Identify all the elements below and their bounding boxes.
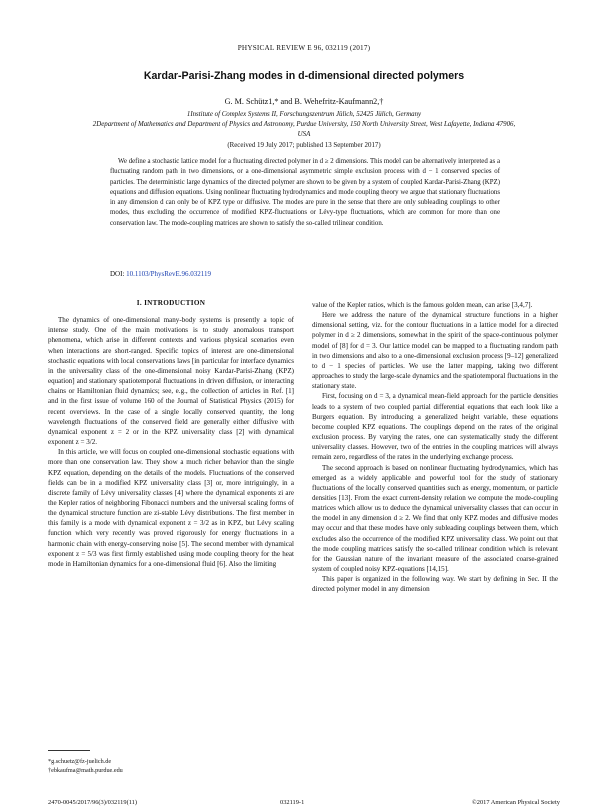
affiliation-1: 1Institute of Complex Systems II, Forschungszentrum Jülich, 52425 Jülich, Germany	[186, 111, 422, 118]
doi-label: DOI:	[110, 270, 125, 278]
paragraph: Here we address the nature of the dynamical structure functions in a higher dimensional setting, viz. for the contour fluctuations in a lattice model for a directed polymer in d ≥ 2 dimensions, somewhat in the spirit of the space-continuous polymer model of [8] for d = 3. Our lattice model can be mapped to a fluctuating random path in two dimensions and also to a one-dimensional exclusion process [9–12] generalized to d − 1 species of particles. We use the latter mapping, taking two different approaches to study the large-scale dynamics and the spatiotemporal fluctuations in the stationary state.	[312, 311, 558, 391]
paragraph: The dynamics of one-dimensional many-body systems is presently a topic of intense study. One of the main motivations is to study anomalous transport phenomena, which arise in different contexts and various physical scenarios even when interactions are short-ranged. Specific topics of interest are one-dimensional stochastic equations with local conservations laws [in particular for interface dynamics in the universality class of the one-dimensional noisy Kardar-Parisi-Zhang (KPZ) equation] and stationary spatiotemporal fluctuations in driven diffusion, or interacting chains or Hamiltonian fluid dynamics; see, e.g., the collection of articles in Ref. [1] and in the first issue of volume 160 of the Journal of Statistical Physics (2015) for recent overviews. In the case of a single locally conserved quantity, the long wavelength fluctuations of the conserved field are generally either diffusive with dynamical exponent z = 2 or in the KPZ universality class [2] with dynamical exponent z = 3/2.	[48, 316, 294, 447]
paragraph: value of the Kepler ratios, which is the famous golden mean, can arise [3,4,7].	[312, 301, 533, 309]
affiliations	[90, 110, 518, 151]
left-column	[48, 298, 294, 569]
paragraph: The second approach is based on nonlinear fluctuating hydrodynamics, which has emerged as a widely applicable and powerful tool for the study of stationary fluctuations of the locally conserved quantities such as energy, momentum, or particle densities [13]. From the exact current-density relation we compute the mode-coupling matrices which allow us to deduce the dynamical universality classes that can occur in the model in any dimension d ≥ 2. We find that only KPZ modes and diffusive modes may occur and that these modes have only subleading couplings between them, which excludes also the occurrence of the modified KPZ universality class. We point out that the mode coupling matrices satisfy the so-called trilinear condition which is relevant for the Gaussian nature of the invariant measure of the associated coarse-grained system of coupled noisy KPZ-equations [14,15].	[312, 463, 558, 574]
paragraph: This paper is organized in the following way. We start by defining in Sec. II the directed polymer model in any dimension	[312, 575, 558, 594]
paragraph: First, focusing on d = 3, a dynamical mean-field approach for the particle densities leads to a system of two coupled partial differential equations that each look like a Burgers equation. By introducing a generalized height variable, these equations become coupled KPZ equations. The couplings depend on the rates of the original exclusion process. By varying the rates, one can systematically study the different universality classes. However, two of the entries in the coupling matrices will always remain zero, regardless of the rates in the underlying exchange process.	[312, 392, 558, 462]
journal-header: PHYSICAL REVIEW E 96, 032119 (2017)	[237, 44, 371, 52]
footnotes	[48, 758, 123, 775]
received-published-dates: (Received 19 July 2017; published 13 September 2017)	[227, 141, 381, 149]
affiliation-2: 2Department of Mathematics and Department of Physics and Astronomy, Purdue University, 150 North University Street, West Lafayette, Indiana 47906, USA	[92, 121, 516, 139]
footnote-email-1[interactable]: *g.schuetz@fz-juelich.de	[48, 758, 112, 765]
footnote-email-2[interactable]: †ebkaufma@math.purdue.edu	[48, 766, 123, 774]
section-heading-introduction: I. INTRODUCTION	[136, 299, 206, 307]
footnote-divider	[48, 750, 90, 751]
paragraph: In this article, we will focus on coupled one-dimensional stochastic equations with more than one conservation law. They show a much richer behavior than the single KPZ equation, depending on the details of the models. Fluctuations of the conserved fields can be in a modified KPZ universality class [3] or, more intriguingly, in a discrete family of Lévy universality classes [4] where the dynamical exponents zi are the Kepler ratios of neighboring Fibonacci numbers and the universal scaling forms of the dynamical structure function are zi-stable Lévy distributions. The first member in this family is a mode with dynamical exponent z = 3/2 as in KPZ, but Lévy scaling function which very recently was proved rigorously for energy fluctuations in a harmonic chain with energy-conserving noise [5]. The second member with dynamical exponent z = 5/3 was first firmly established using mode coupling theory for the heat mode in Hamiltonian dynamics for a one-dimensional fluid [6]. Also the limiting	[48, 448, 294, 568]
right-column	[312, 300, 558, 595]
article-title: Kardar-Parisi-Zhang modes in d-dimensional directed polymers	[143, 70, 465, 82]
doi-line	[110, 270, 211, 278]
abstract: We define a stochastic lattice model for a fluctuating directed polymer in d ≥ 2 dimensions. This model can be alternatively interpreted as a fluctuating random path in two dimensions, or a one-dimensional asymmetric simple exclusion process with d − 1 conserved species of particles. The deterministic large dynamics of the directed polymer are shown to be given by a system of coupled Kardar-Parisi-Zhang (KPZ) equations and diffusion equations. Using nonlinear fluctuating hydrodynamics and mode coupling theory we argue that stationary fluctuations in any dimension d can only be of KPZ type or diffusive. The modes are pure in the sense that there are only subleading couplings to other modes, thus excluding the occurrence of modified KPZ-fluctuations or Lévy-type fluctuations, which are common for more than one conservation law. The mode-coupling matrices are shown to satisfy the so-called trilinear condition.	[110, 158, 500, 227]
footer-issn: 2470-0045/2017/96(3)/032119(11)	[48, 799, 137, 806]
author-list: G. M. Schütz1,* and B. Wehefritz-Kaufmann2,†	[224, 97, 384, 106]
footer-copyright: ©2017 American Physical Society	[471, 799, 560, 806]
doi-link[interactable]: 10.1103/PhysRevE.96.032119	[126, 270, 211, 278]
footer-page-number: 032119-1	[280, 799, 305, 806]
